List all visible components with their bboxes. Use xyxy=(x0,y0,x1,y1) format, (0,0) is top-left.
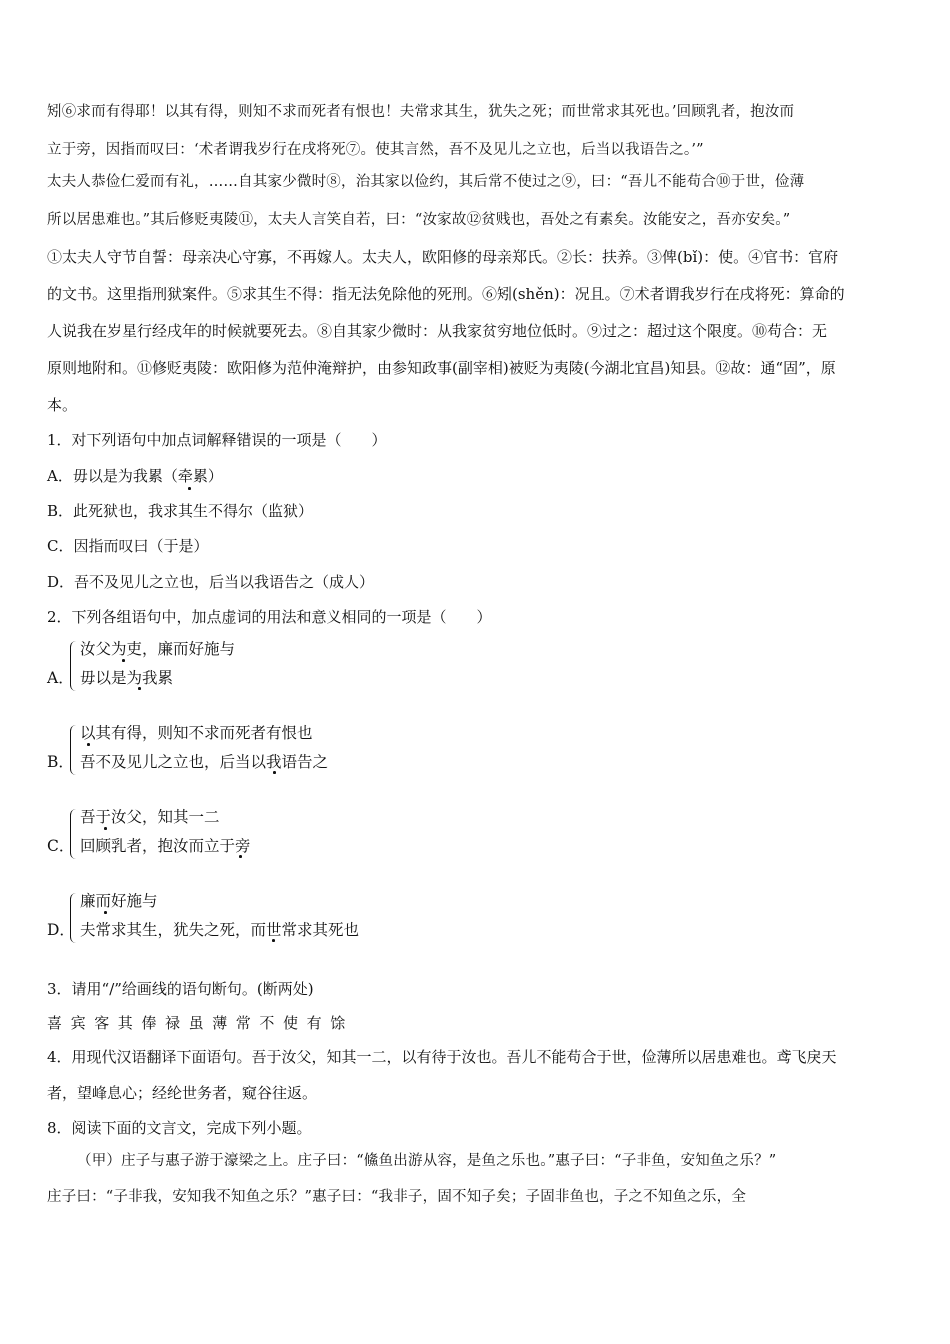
emphasis-dot xyxy=(239,855,242,858)
question-8-stem: 8．阅读下面的文言文，完成下列小题。 xyxy=(47,1119,312,1137)
question-2-option-c-label: C． xyxy=(47,837,75,855)
emphasis-dot xyxy=(87,743,90,746)
question-3-sentence: 喜宾客其俸禄虽薄常不使有馀 xyxy=(47,1014,354,1032)
question-4-line: 4．用现代汉语翻译下面语句。吾于汝父，知其一二，以有待于汝也。吾儿不能苟合于世，俭薄所以居患难也。鸢飞戾天 xyxy=(47,1048,837,1066)
question-2-stem: 2．下列各组语句中，加点虚词的用法和意义相同的一项是（ ） xyxy=(47,608,492,626)
passage-line: 太夫人恭俭仁爱而有礼，……自其家少微时⑧，治其家以俭约，其后常不使过之⑨，曰：“吾儿不能苟合⑩于世，俭薄 xyxy=(47,174,805,190)
passage-line: 矧⑥求而有得耶！以其有得，则知不求而死者有恨也！夫常求其生，犹失之死；而世常求其死也。’回顾乳者，抱汝而 xyxy=(47,104,795,120)
emphasis-dot xyxy=(122,659,125,662)
question-2-option-d-line2: 夫常求其生，犹失之死，而世常求其死也 xyxy=(80,921,360,939)
question-2-option-b-label: B． xyxy=(47,753,74,771)
emphasis-dot xyxy=(104,827,107,830)
passage-line: 立于旁，因指而叹曰：‘术者谓我岁行在戌将死⑦。使其言然，吾不及见儿之立也，后当以我语告之。’” xyxy=(47,142,704,158)
question-2-option-d-line1: 廉而好施与 xyxy=(80,892,158,910)
question-2-option-a-label: A． xyxy=(47,669,74,687)
question-1-stem: 1．对下列语句中加点词解释错误的一项是（ ） xyxy=(47,431,387,449)
emphasis-dot xyxy=(273,771,276,774)
note-line: ①太夫人守节自誓：母亲决心守寡，不再嫁人。太夫人，欧阳修的母亲郑氏。②长：扶养。③俾(bǐ)：使。④官书：官府 xyxy=(47,248,839,266)
emphasis-dot xyxy=(104,911,107,914)
question-4-line: 者，望峰息心；经纶世务者，窥谷往返。 xyxy=(47,1084,318,1102)
question-1-option-d: D．吾不及见儿之立也，后当以我语告之（成人） xyxy=(47,573,375,591)
question-2-option-b-line2: 吾不及见儿之立也，后当以我语告之 xyxy=(80,753,329,771)
question-1-option-a: A．毋以是为我累（牵累） xyxy=(47,467,223,485)
note-line: 本。 xyxy=(47,396,78,414)
note-line: 原则地附和。⑪修贬夷陵：欧阳修为范仲淹辩护，由参知政事(副宰相)被贬为夷陵(今湖北宜昌)知县。⑫故：通“固”，原 xyxy=(47,359,836,377)
question-2-option-a-line1: 汝父为吏，廉而好施与 xyxy=(80,640,236,658)
emphasis-dot xyxy=(138,687,141,690)
question-1-option-b: B．此死狱也，我求其生不得尔（监狱） xyxy=(47,502,314,520)
question-2-option-b-line1: 以其有得，则知不求而死者有恨也 xyxy=(80,724,313,742)
reading-passage-line: 庄子曰：“子非我，安知我不知鱼之乐？”惠子曰：“我非子，固不知子矣；子固非鱼也，子之不知鱼之乐，全 xyxy=(47,1189,747,1205)
question-2-option-c-line2: 回顾乳者，抱汝而立于旁 xyxy=(80,837,251,855)
question-1-option-c: C．因指而叹曰（于是） xyxy=(47,537,209,555)
reading-passage-line: （甲）庄子与惠子游于濠梁之上。庄子曰：“鯈鱼出游从容，是鱼之乐也。”惠子曰：“子非鱼，安知鱼之乐？” xyxy=(77,1153,777,1169)
question-3-stem: 3．请用“/”给画线的语句断句。(断两处) xyxy=(47,980,314,998)
passage-line: 所以居患难也。”其后修贬夷陵⑪，太夫人言笑自若，曰：“汝家故⑫贫贱也，吾处之有素矣。汝能安之，吾亦安矣。” xyxy=(47,212,791,228)
note-line: 的文书。这里指刑狱案件。⑤求其生不得：指无法免除他的死刑。⑥矧(shěn)：况且。⑦术者谓我岁行在戌将死：算命的 xyxy=(47,285,845,303)
emphasis-dot xyxy=(272,939,275,942)
note-line: 人说我在岁星行经戌年的时候就要死去。⑧自其家少微时：从我家贫穷地位低时。⑨过之：超过这个限度。⑩苟合：无 xyxy=(47,322,828,340)
question-2-option-c-line1: 吾于汝父，知其一二 xyxy=(80,808,220,826)
question-2-option-a-line2: 毋以是为我累 xyxy=(80,669,174,687)
emphasis-dot xyxy=(188,487,191,490)
question-2-option-d-label: D． xyxy=(47,921,75,939)
